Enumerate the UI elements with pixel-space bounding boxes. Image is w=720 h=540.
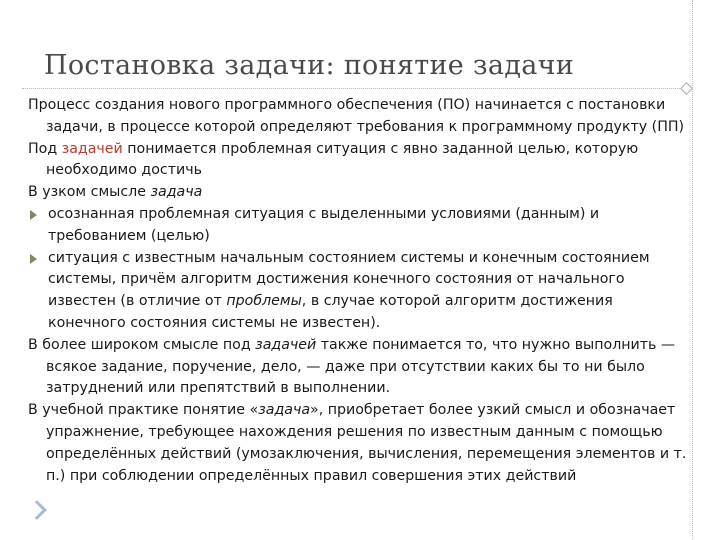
text-span: », приобретает более узкий смысл и обозначает упражнение, требующее нахождения решения по известным данным с помощью определённых действий (умозаключения, вычисления, перемещения элементов и т. п.) при соблюдении определённых правил совершения этих действий <box>46 402 687 484</box>
text-span: Под <box>28 140 62 157</box>
text-span: , в случае которой алгоритм достижения конечного состояния системы не известен). <box>48 293 613 331</box>
text-span: ситуация с известным начальным состоянием системы и конечным состоянием системы, причём алгоритм достижения конечного состояния от начального известен (в отличие от <box>48 249 650 310</box>
italic-term: проблемы <box>226 293 302 310</box>
paragraph-process: Процесс создания нового программного обеспечения (ПО) начинается с постановки задачи, в процессе которой определяют требования к программному продукту (ПП) <box>28 97 685 135</box>
paragraph-definition <box>28 139 688 183</box>
diamond-icon <box>680 82 693 95</box>
bullet-text: осознанная проблемная ситуация с выделенными условиями (данным) и требованием (целью) <box>48 205 600 244</box>
triangle-bullet-icon <box>30 254 37 264</box>
title-underline <box>22 88 686 89</box>
italic-term: задачей <box>255 336 317 353</box>
slide-title: Постановка задачи: понятие задачи <box>44 50 575 81</box>
vertical-divider <box>692 0 693 540</box>
text-span: В учебной практике понятие « <box>28 402 259 419</box>
bullet-item-1 <box>28 204 688 248</box>
text-span: В более широком смысле под <box>28 336 256 353</box>
text-span: понимается проблемная ситуация с явно заданной целью, которую необходимо достичь <box>46 140 639 179</box>
text-span: также понимается то, что нужно выполнить — всякое задание, поручение, дело, — даже при отсутствии каких бы то ни было затруднений или препятствий в выполнении. <box>46 336 676 397</box>
text-span: В узком смысле <box>28 184 151 201</box>
paragraph-narrow-sense <box>28 182 688 204</box>
paragraph-broad-sense <box>28 335 688 400</box>
triangle-bullet-icon <box>30 210 37 220</box>
chevron-right-icon <box>27 500 47 520</box>
paragraph-educational <box>28 400 688 487</box>
italic-term: задача <box>150 184 203 201</box>
bullet-text <box>48 248 688 335</box>
highlighted-term: задачей <box>61 140 123 157</box>
slide-content <box>28 95 688 487</box>
bullet-item-2 <box>28 248 688 335</box>
italic-term: задача <box>258 402 311 419</box>
